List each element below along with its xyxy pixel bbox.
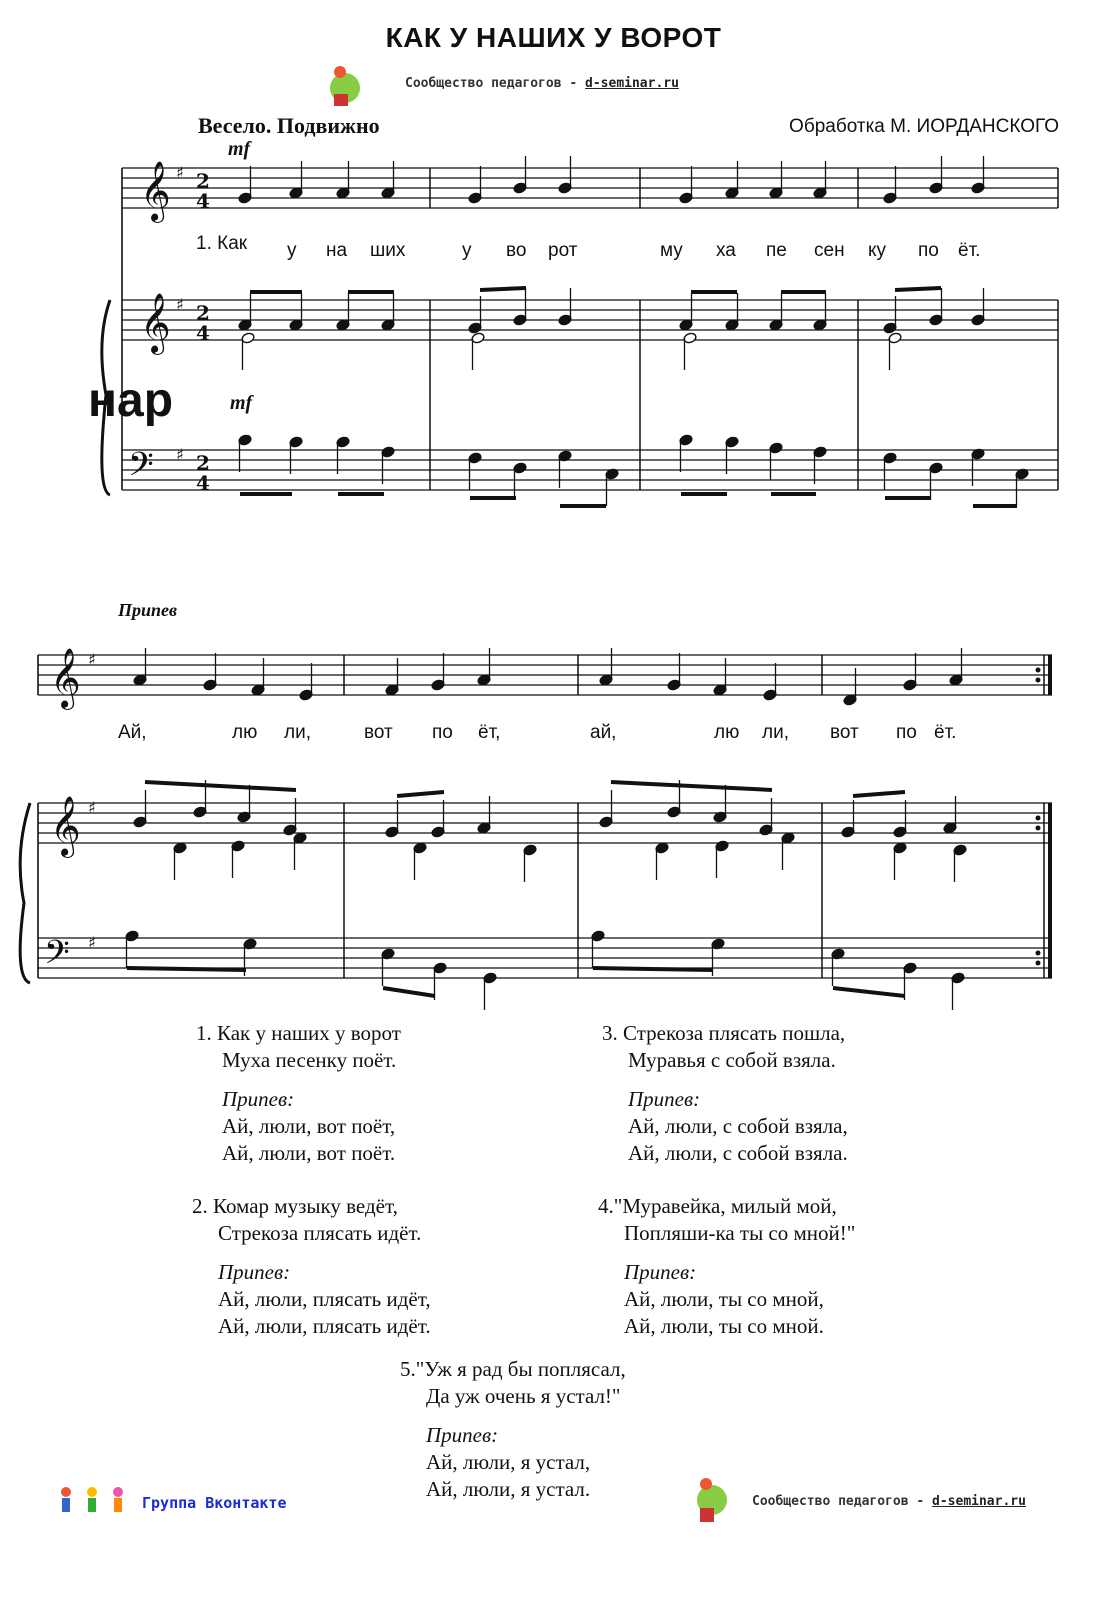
treble-clef-icon: 𝄞 bbox=[50, 648, 81, 708]
logo-icon bbox=[700, 1508, 714, 1522]
dynamic-mf-piano: mf bbox=[230, 392, 253, 414]
refrain-line: Ай, люли, плясать идёт, bbox=[218, 1287, 431, 1311]
note-beam bbox=[127, 968, 246, 970]
site-footer bbox=[752, 1494, 1026, 1509]
sharp-icon: ♯ bbox=[176, 295, 184, 314]
repeat-dot bbox=[1036, 668, 1041, 673]
verse-line: Да уж очень я устал!" bbox=[426, 1384, 621, 1408]
site-footer-text: Сообщество педагогов - bbox=[752, 1494, 925, 1509]
refrain-line: Ай, люли, ты со мной, bbox=[624, 1287, 824, 1311]
treble-clef-icon: 𝄞 bbox=[140, 293, 171, 353]
note-beam bbox=[611, 782, 772, 790]
bass-clef-icon: 𝄢 bbox=[128, 446, 154, 492]
sharp-icon: ♯ bbox=[88, 798, 96, 817]
refrain-line: Ай, люли, плясать идёт. bbox=[218, 1314, 431, 1338]
lyric-syllable: ай, bbox=[590, 722, 617, 743]
note-beam bbox=[853, 792, 905, 796]
note-beam bbox=[480, 288, 526, 290]
verse-line: 5."Уж я рад бы поплясал, bbox=[400, 1357, 626, 1381]
lyric-syllable: ха bbox=[716, 240, 736, 261]
verse-line: Стрекоза плясать идёт. bbox=[218, 1221, 422, 1245]
site-header bbox=[405, 76, 679, 91]
refrain-label: Припев: bbox=[426, 1423, 499, 1447]
treble-clef-icon: 𝄞 bbox=[50, 796, 81, 856]
lyric-syllable: ку bbox=[868, 240, 887, 261]
tempo-marking: Весело. Подвижно bbox=[198, 113, 380, 138]
refrain-label: Припев: bbox=[628, 1087, 701, 1111]
note-beam bbox=[895, 288, 941, 290]
song-title: КАК У НАШИХ У ВОРОТ bbox=[385, 22, 722, 53]
site-header-link[interactable]: d-seminar.ru bbox=[585, 76, 679, 91]
refrain-line: Ай, люли, я устал. bbox=[426, 1477, 591, 1501]
sharp-icon: ♯ bbox=[88, 933, 96, 952]
logo-icon bbox=[334, 66, 346, 78]
lyric-syllable: ли, bbox=[284, 722, 311, 743]
sharp-icon: ♯ bbox=[88, 650, 96, 669]
bass-clef-icon: 𝄢 bbox=[44, 934, 70, 980]
lyric-syllable: во bbox=[506, 240, 527, 261]
sharp-icon: ♯ bbox=[176, 445, 184, 464]
lyric-syllable: сен bbox=[814, 240, 845, 261]
kids-logo-icon bbox=[52, 1484, 136, 1525]
logo-icon bbox=[334, 94, 348, 106]
lyric-syllable: му bbox=[660, 240, 683, 261]
lyric-syllable: ёт. bbox=[934, 722, 957, 743]
refrain-line: Ай, люли, я устал, bbox=[426, 1450, 591, 1474]
lyric-syllable: у bbox=[287, 240, 297, 261]
time-signature: 2 bbox=[196, 169, 210, 193]
lyric-syllable: Ай, bbox=[118, 722, 147, 743]
lyric-syllable: лю bbox=[232, 722, 258, 743]
note-beam bbox=[833, 988, 905, 996]
lyric-syllable: вот bbox=[364, 722, 393, 743]
repeat-dot bbox=[1036, 816, 1041, 821]
lyric-syllable: по bbox=[896, 722, 917, 743]
time-signature: 4 bbox=[196, 471, 210, 495]
lyric-syllable: лю bbox=[714, 722, 740, 743]
refrain-label: Припев: bbox=[218, 1260, 291, 1284]
verse-block bbox=[192, 1193, 431, 1340]
time-signature: 2 bbox=[196, 301, 210, 325]
refrain-line: Ай, люли, вот поёт. bbox=[222, 1141, 396, 1165]
verse-line: Муха песенку поёт. bbox=[222, 1048, 397, 1072]
verse-line: 4."Муравейка, милый мой, bbox=[598, 1194, 837, 1218]
refrain-line: Ай, люли, с собой взяла, bbox=[628, 1114, 848, 1138]
lyric-syllable: ли, bbox=[762, 722, 789, 743]
lyric-syllable: 1. Как bbox=[196, 233, 248, 254]
arranger-credit: Обработка М. ИОРДАНСКОГО bbox=[789, 116, 1059, 137]
verse-line: 2. Комар музыку ведёт, bbox=[192, 1194, 398, 1218]
lyric-syllable: вот bbox=[830, 722, 859, 743]
repeat-dot bbox=[1036, 951, 1041, 956]
lyric-syllable: пе bbox=[766, 240, 787, 261]
note-beam bbox=[397, 792, 444, 796]
refrain-heading: Припев bbox=[118, 600, 178, 620]
verse-line: 3. Стрекоза плясать пошла, bbox=[602, 1021, 846, 1045]
verse-block bbox=[602, 1020, 848, 1167]
sharp-icon: ♯ bbox=[176, 163, 184, 182]
lyric-syllable: по bbox=[432, 722, 453, 743]
note-beam bbox=[383, 988, 435, 996]
lyric-syllable: ёт, bbox=[478, 722, 501, 743]
verse-line: 1. Как у наших у ворот bbox=[196, 1021, 401, 1045]
verse-block bbox=[598, 1193, 855, 1340]
site-header-text: Сообщество педагогов - bbox=[405, 76, 578, 91]
dynamic-mf-voice: mf bbox=[228, 138, 251, 160]
logo-icon bbox=[700, 1478, 712, 1490]
refrain-line: Ай, люли, ты со мной. bbox=[624, 1314, 824, 1338]
repeat-dot bbox=[1036, 678, 1041, 683]
lyric-syllable: ших bbox=[370, 240, 406, 261]
lyric-syllable: у bbox=[462, 240, 472, 261]
instrument-label: нар bbox=[88, 374, 174, 427]
refrain-label: Припев: bbox=[624, 1260, 697, 1284]
refrain-label: Припев: bbox=[222, 1087, 295, 1111]
refrain-line: Ай, люли, вот поёт, bbox=[222, 1114, 396, 1138]
verse-block bbox=[196, 1020, 401, 1167]
site-footer-link[interactable]: d-seminar.ru bbox=[932, 1494, 1026, 1509]
verse-line: Попляши-ка ты со мной!" bbox=[624, 1221, 856, 1245]
time-signature: 4 bbox=[196, 321, 210, 345]
time-signature: 2 bbox=[196, 451, 210, 475]
note-beam bbox=[593, 968, 713, 970]
verse-line: Муравья с собой взяла. bbox=[628, 1048, 836, 1072]
refrain-line: Ай, люли, с собой взяла. bbox=[628, 1141, 848, 1165]
lyric-syllable: ёт. bbox=[958, 240, 981, 261]
vk-group-link[interactable]: Группа Вконтакте bbox=[142, 1494, 287, 1512]
time-signature: 4 bbox=[196, 189, 210, 213]
treble-clef-icon: 𝄞 bbox=[140, 161, 171, 221]
lyric-syllable: рот bbox=[548, 240, 578, 261]
lyric-syllable: по bbox=[918, 240, 939, 261]
verse-block bbox=[400, 1356, 626, 1503]
repeat-dot bbox=[1036, 826, 1041, 831]
note-beam bbox=[145, 782, 296, 790]
brace bbox=[20, 803, 30, 983]
lyric-syllable: на bbox=[326, 240, 348, 261]
repeat-dot bbox=[1036, 961, 1041, 966]
